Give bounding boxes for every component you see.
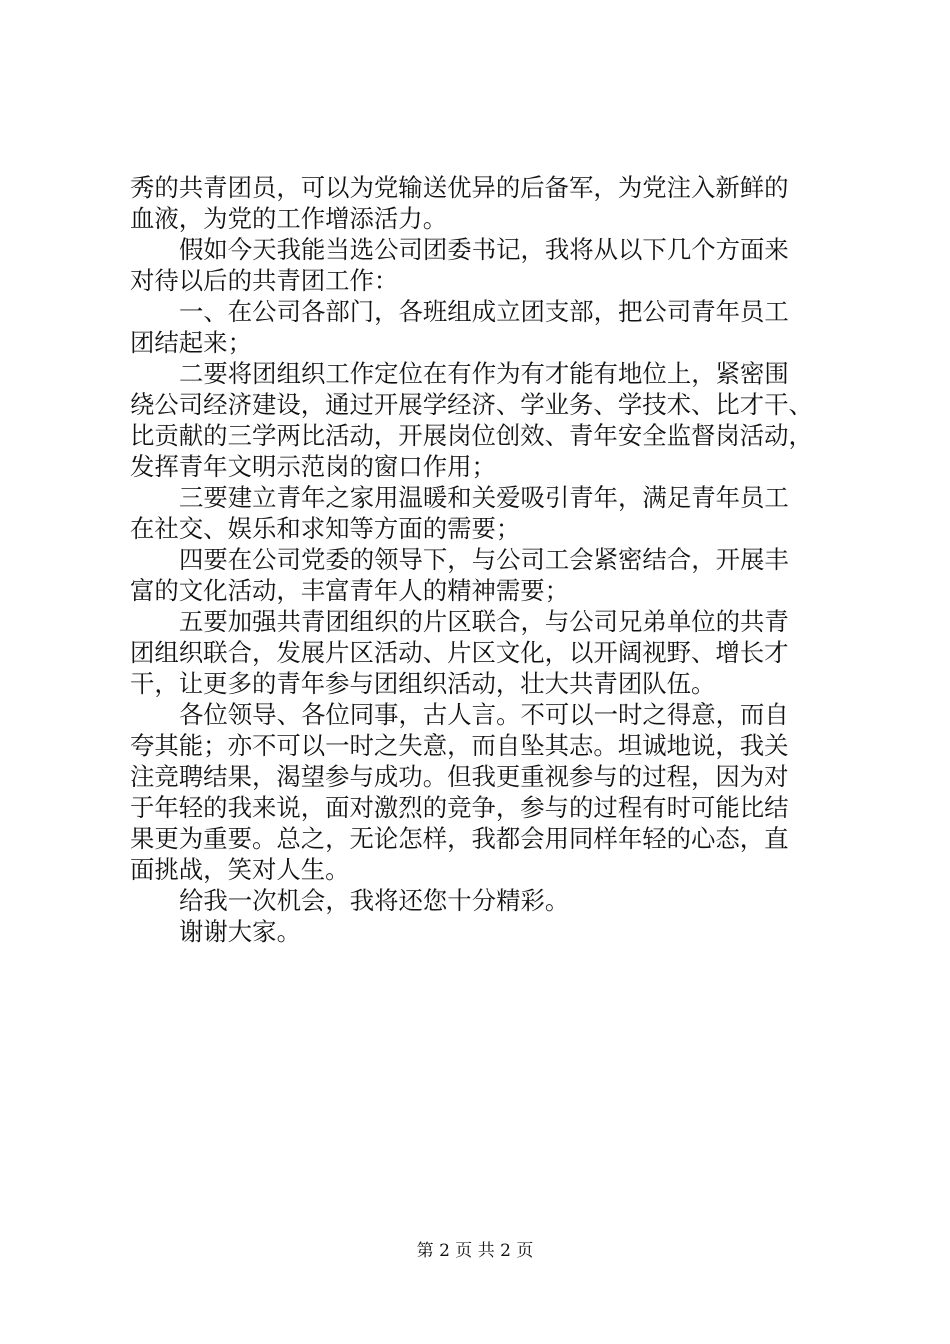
text-line: 绕公司经济建设，通过开展学经济、学业务、学技术、比才干、 [130, 390, 813, 419]
text-line: 血液，为党的工作增添活力。 [130, 204, 448, 233]
text-line: 对待以后的共青团工作： [130, 266, 399, 295]
text-line: 谢谢大家。 [179, 917, 301, 946]
text-line: 于年轻的我来说，面对激烈的竞争，参与的过程有时可能比结 [130, 793, 789, 822]
text-line: 各位领导、各位同事，古人言。不可以一时之得意，而自 [179, 700, 789, 729]
text-line: 富的文化活动，丰富青年人的精神需要； [130, 576, 570, 605]
text-line: 三要建立青年之家用温暖和关爱吸引青年，满足青年员工 [179, 483, 789, 512]
text-line: 二要将团组织工作定位在有作为有才能有地位上，紧密围 [179, 359, 789, 388]
text-line: 一、在公司各部门，各班组成立团支部，把公司青年员工 [179, 297, 789, 326]
text-line: 比贡献的三学两比活动，开展岗位创效、青年安全监督岗活动， [130, 421, 813, 450]
text-line: 干，让更多的青年参与团组织活动，壮大共青团队伍。 [130, 669, 716, 698]
text-line: 注竞聘结果，渴望参与成功。但我更重视参与的过程，因为对 [130, 762, 789, 791]
text-line: 在社交、娱乐和求知等方面的需要； [130, 514, 521, 543]
text-line: 面挑战，笑对人生。 [130, 855, 350, 884]
text-line: 发挥青年文明示范岗的窗口作用； [130, 452, 496, 481]
text-line: 夸其能；亦不可以一时之失意，而自坠其志。坦诚地说，我关 [130, 731, 789, 760]
text-line: 果更为重要。总之，无论怎样，我都会用同样年轻的心态，直 [130, 824, 789, 853]
text-line: 给我一次机会，我将还您十分精彩。 [179, 886, 570, 915]
text-line: 秀的共青团员，可以为党输送优异的后备军，为党注入新鲜的 [130, 173, 789, 202]
page-footer: 第 2 页 共 2 页 [416, 1241, 534, 1261]
text-line: 五要加强共青团组织的片区联合，与公司兄弟单位的共青 [179, 607, 789, 636]
document-body [130, 172, 830, 947]
text-line: 假如今天我能当选公司团委书记，我将从以下几个方面来 [179, 235, 789, 264]
text-line: 团组织联合，发展片区活动、片区文化，以开阔视野、增长才 [130, 638, 789, 667]
text-line: 四要在公司党委的领导下，与公司工会紧密结合，开展丰 [179, 545, 789, 574]
text-line: 团结起来； [130, 328, 252, 357]
